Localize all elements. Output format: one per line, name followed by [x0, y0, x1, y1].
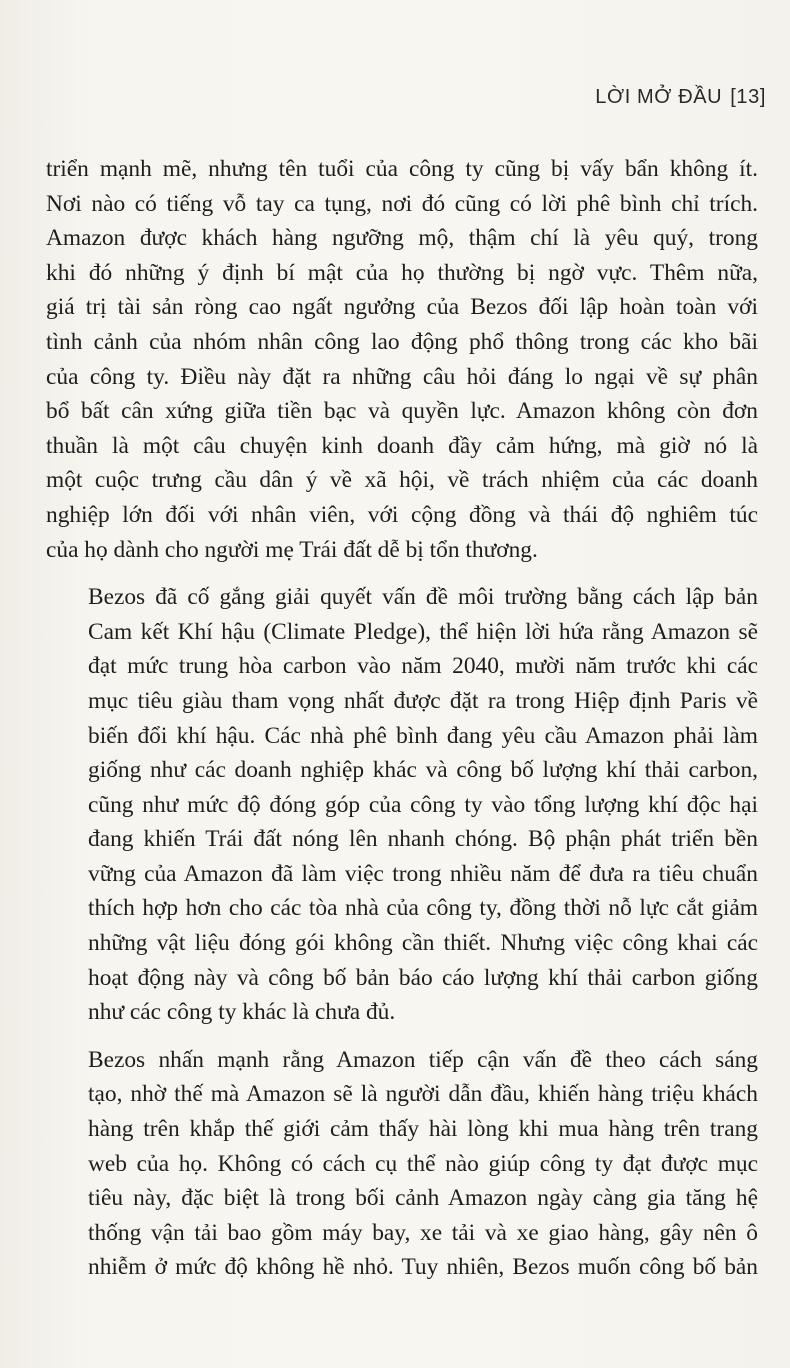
text-line: Amazon được khách hàng ngưỡng mộ, thậm chí là yêu quý, trong: [46, 225, 758, 252]
text-line: tiêu này, đặc biệt là trong bối cảnh Amazon ngày càng gia tăng hệ: [88, 1185, 758, 1212]
chapter-title: LỜI MỞ ĐẦU: [595, 86, 723, 108]
text-line: những vật liệu đóng gói không cần thiết. Nhưng việc công khai các: [88, 930, 758, 957]
paragraph-3: [46, 1043, 758, 1285]
text-line: hàng trên khắp thế giới cảm thấy hài lòng khi mua hàng trên trang: [88, 1116, 758, 1143]
text-line: thống vận tải bao gồm máy bay, xe tải và xe giao hàng, gây nên ô: [88, 1219, 758, 1246]
text-line: như các công ty khác là chưa đủ.: [88, 999, 396, 1026]
text-line: biến đổi khí hậu. Các nhà phê bình đang yêu cầu Amazon phải làm: [88, 722, 758, 749]
text-line: tình cảnh của nhóm nhân công lao động phổ thông trong các kho bãi: [46, 328, 758, 355]
text-line: Cam kết Khí hậu (Climate Pledge), thể hiện lời hứa rằng Amazon sẽ: [88, 618, 758, 645]
text-line: của công ty. Điều này đặt ra những câu hỏi đáng lo ngại về sự phân: [46, 363, 758, 390]
running-head: [595, 86, 766, 109]
paragraph-2: [46, 580, 758, 1030]
text-line: bổ bất cân xứng giữa tiền bạc và quyền lực. Amazon không còn đơn: [46, 398, 758, 425]
text-line: của họ dành cho người mẹ Trái đất dễ bị tổn thương.: [46, 536, 538, 563]
text-line: nghiệp lớn đối với nhân viên, với cộng đồng và thái độ nghiêm túc: [46, 501, 758, 528]
text-line: Bezos đã cố gắng giải quyết vấn đề môi trường bằng cách lập bản: [88, 584, 758, 611]
text-line: tạo, nhờ thế mà Amazon sẽ là người dẫn đầu, khiến hàng triệu khách: [88, 1081, 758, 1108]
text-line: nhiễm ở mức độ không hề nhỏ. Tuy nhiên, Bezos muốn công bố bản: [88, 1254, 758, 1281]
text-line: triển mạnh mẽ, nhưng tên tuổi của công ty cũng bị vấy bẩn không ít.: [46, 156, 758, 182]
text-line: giá trị tài sản ròng cao ngất ngưởng của Bezos đối lập hoàn toàn với: [46, 294, 758, 321]
text-line: cũng như mức độ đóng góp của công ty vào tổng lượng khí độc hại: [88, 791, 758, 818]
text-line: khi đó những ý định bí mật của họ thường bị ngờ vực. Thêm nữa,: [46, 259, 758, 286]
text-line: thuần là một câu chuyện kinh doanh đầy cảm hứng, mà giờ nó là: [46, 432, 758, 459]
page-number: [13]: [730, 86, 766, 108]
text-line: một cuộc trưng cầu dân ý về xã hội, về trách nhiệm của các doanh: [46, 467, 758, 494]
text-line: Bezos nhấn mạnh rằng Amazon tiếp cận vấn đề theo cách sáng: [88, 1046, 758, 1073]
text-line: giống như các doanh nghiệp khác và công bố lượng khí thải carbon,: [88, 757, 758, 784]
text-line: hoạt động này và công bố bản báo cáo lượng khí thải carbon giống: [88, 964, 758, 991]
paragraph-1: [46, 152, 758, 567]
text-line: thích hợp hơn cho các tòa nhà của công ty, đồng thời nỗ lực cắt giảm: [88, 895, 758, 922]
text-line: mục tiêu giàu tham vọng nhất được đặt ra trong Hiệp định Paris về: [88, 687, 758, 714]
text-line: đang khiến Trái đất nóng lên nhanh chóng. Bộ phận phát triển bền: [88, 826, 758, 853]
text-line: vững của Amazon đã làm việc trong nhiều năm để đưa ra tiêu chuẩn: [88, 860, 758, 887]
text-line: Nơi nào có tiếng vỗ tay ca tụng, nơi đó cũng có lời phê bình chỉ trích.: [46, 190, 758, 217]
text-line: đạt mức trung hòa carbon vào năm 2040, mười năm trước khi các: [88, 653, 758, 680]
body-text: [46, 152, 758, 1285]
text-line: web của họ. Không có cách cụ thể nào giúp công ty đạt được mục: [88, 1150, 758, 1177]
